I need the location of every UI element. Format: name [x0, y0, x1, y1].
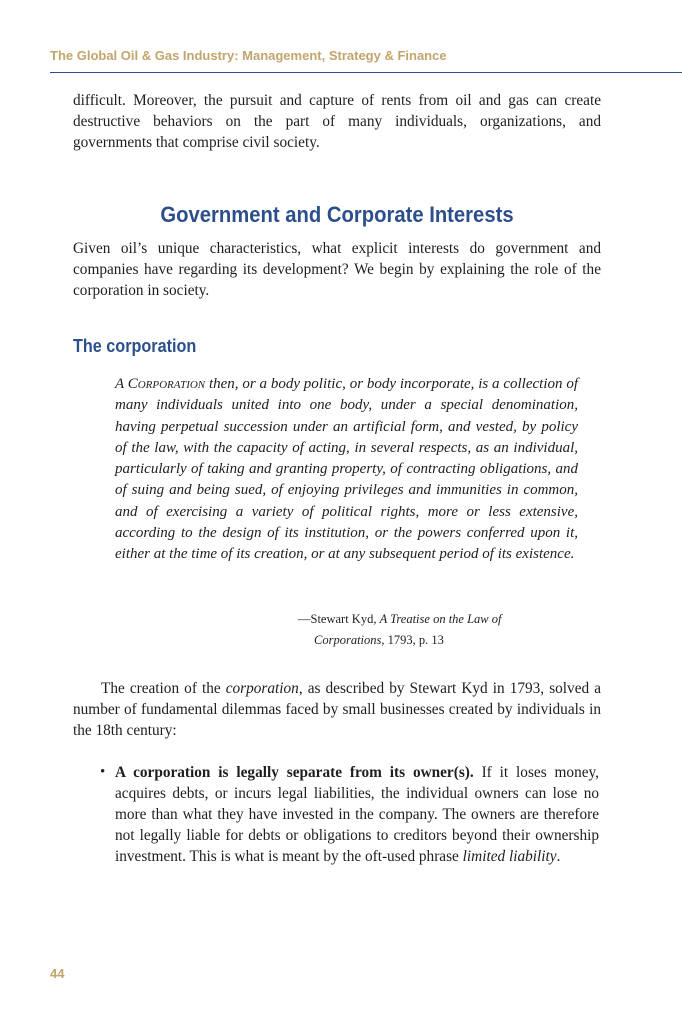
- body-part1: The creation of the: [101, 680, 226, 697]
- body-paragraph: [73, 678, 601, 741]
- running-header: [50, 48, 682, 73]
- body-em: corporation: [225, 680, 299, 697]
- bullet-em: limited liability: [462, 848, 557, 865]
- attribution-prefix: —Stewart Kyd,: [298, 612, 380, 626]
- bullet-text: [115, 762, 599, 867]
- quote-attribution: [298, 609, 598, 651]
- page-number: 44: [50, 966, 65, 981]
- bullet-end: .: [556, 848, 561, 865]
- attribution-title-1: A Treatise on the Law of: [379, 612, 502, 626]
- block-quote: [115, 374, 578, 566]
- section-title: Government and Corporate Interests: [160, 202, 514, 227]
- bullet-body: If it loses money, acquires debts, or incurs legal liabilities, the individual owners can lose no more than what they have invested in the company. The owners are therefore not legally liable for debts or obligations to creditors beyond their ownership investment. This is what is meant by the oft-used phrase: [115, 764, 600, 865]
- quote-body: then, or a body politic, or body incorporate, is a collection of many individuals united into one body, under a special denomination, having perpetual succession under an artificial form, and vested, by policy of the law, with the capacity of acting, in several respects, as an individual, particularly of taking and granting property, of contracting obligations, and of suing and being sued, of enjoying privileges and immunities in common, and of exercising a variety of political rights, more or less extensive, according to the design of its institution, or the powers conferred upon it, either at the time of its creation, or at any subsequent period of its existence.: [115, 376, 578, 563]
- intro-paragraph: difficult. Moreover, the pursuit and capture of rents from oil and gas can create destructive behaviors on the part of many individuals, organizations, and governments that comprise civil society.: [73, 92, 601, 151]
- quote-lead-smallcaps: Corporation: [127, 376, 206, 392]
- attribution-suffix: , 1793, p. 13: [381, 633, 444, 647]
- running-header-title: The Global Oil & Gas Industry: Management, Strategy & Finance: [50, 48, 447, 63]
- bullet-icon: •: [100, 764, 106, 780]
- attribution-title-2: Corporations: [314, 633, 382, 647]
- bullet-bold: A corporation is legally separate from its owner(s).: [115, 764, 474, 781]
- body-part2: , as described by Stewart Kyd in 1793, solved a number of fundamental dilemmas faced by small businesses created by individuals in the 18th century:: [73, 680, 601, 739]
- section-paragraph: Given oil’s unique characteristics, what explicit interests do government and companies have regarding its development? We begin by explaining the role of the corporation in society.: [73, 240, 601, 299]
- quote-lead: A: [115, 376, 128, 392]
- subsection-title: The corporation: [73, 336, 197, 356]
